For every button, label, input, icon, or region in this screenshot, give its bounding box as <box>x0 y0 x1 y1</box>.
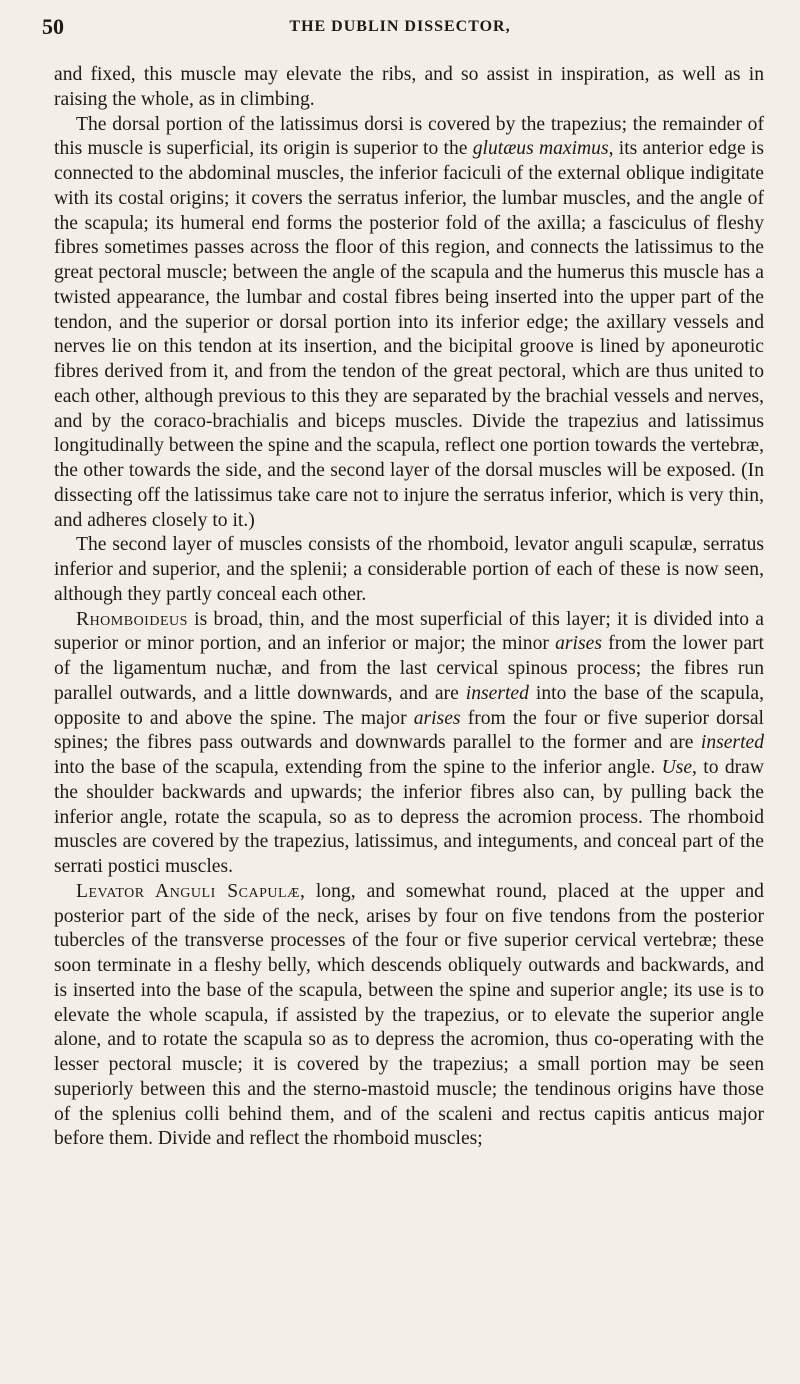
text-run: from the lower part of the ligamentum nuchæ, and from the last cervical spinous process; the fibres run parallel outwards, and a little downwards, and are <box>54 633 764 704</box>
text-run: , to draw the shoulder backwards and upwards; the inferior fibres also can, by pulling back the inferior angle, rotate the scapula, so as to depress the acromion process. The rhomboid muscles are covered by the trapezius, latissimus, and integuments, and conceal part of the serrati postici muscles. <box>54 757 764 877</box>
italic-term: inserted <box>465 682 529 704</box>
paragraph <box>54 63 764 113</box>
body-text <box>54 63 764 1152</box>
paragraph <box>54 113 764 534</box>
paragraph <box>54 608 764 880</box>
text-run: , its anterior edge is connected to the abdominal muscles, the inferior faciculi of the external oblique indigitate with its costal origins; it covers the serratus inferior, the lumbar muscles, and the angle of the scapula; its humeral end forms the posterior fold of the axilla; a fasciculus of fleshy fibres sometimes passes across the floor of this region, and connects the latissimus to the great pectoral muscle; between the angle of the scapula and the humerus this muscle has a twisted appearance, the lumbar and costal fibres being inserted into the upper part of the tendon, and the superior or dorsal portion into its inferior edge; the axillary vessels and nerves lie on this tendon at its insertion, and the bicipital groove is lined by aponeurotic fibres derived from it, and from the tendon of the great pectoral, which are thus united to each other, although previous to this they are separated by the brachial vessels and nerves, and by the coraco-brachialis and biceps muscles. Divide the trapezius and latissimus longitudinally between the spine and the scapula, reflect one portion towards the vertebræ, the other towards the side, and the second layer of the dorsal muscles will be exposed. (In dissecting off the latissimus take care not to injure the serratus inferior, which is very thin, and adheres closely to it.) <box>54 138 764 531</box>
paragraph <box>54 533 764 607</box>
paragraph <box>54 880 764 1152</box>
text-run: into the base of the scapula, extending from the spine to the inferior angle. <box>54 757 662 778</box>
italic-term: glutæus maximus <box>472 138 609 160</box>
text-run: and fixed, this muscle may elevate the ribs, and so assist in inspiration, as well as in raising the whole, as in climbing. <box>54 64 764 110</box>
text-run: , long, and somewhat round, placed at the upper and posterior part of the side of the neck, arises by four on five tendons from the posterior tubercles of the transverse processes of the four or five superior cervical vertebræ; these soon terminate in a fleshy belly, which descends obliquely outwards and backwards, and is inserted into the base of the scapula, between the spine and superior angle; its use is to elevate the whole scapula, if assisted by the trapezius, or to elevate the superior angle alone, and to rotate the scapula so as to depress the acromion, thus co-operating with the lesser pectoral muscle; it is covered by the trapezius; a small portion may be seen superiorly between this and the sterno-mastoid muscle; the tendinous origins have those of the splenius colli behind them, and of the scaleni and rectus capitis anticus major before them. Divide and reflect the rhomboid muscles; <box>54 880 764 1150</box>
text-run: The second layer of muscles consists of the rhomboid, levator anguli scapulæ, serratus inferior and superior, and the splenii; a considerable portion of each of these is now seen, although they partly conceal each other. <box>54 534 764 605</box>
italic-term: arises <box>555 633 602 655</box>
page-number: 50 <box>42 14 64 39</box>
italic-term: Use <box>661 757 693 778</box>
text-run: from the four or five superior dorsal spines; the fibres pass outwards and downwards parallel to the former and are <box>54 707 764 754</box>
text-run: The dorsal portion of the latissimus dorsi is covered by the trapezius; the remainder of this muscle is superficial, its origin is superior to the <box>54 113 764 160</box>
italic-term: arises <box>413 707 461 729</box>
section-heading-term: Rhomboideus <box>76 608 188 630</box>
page-header <box>42 10 758 46</box>
italic-term: inserted <box>700 732 764 754</box>
text-run: into the base of the scapula, opposite to and above the spine. The major <box>54 682 764 729</box>
running-head: THE DUBLIN DISSECTOR, <box>289 18 511 35</box>
text-run: is broad, thin, and the most superficial of this layer; it is divided into a superior or minor portion, and an inferior or major; the minor <box>54 608 764 655</box>
section-heading-term: Levator Anguli Scapulæ <box>76 880 300 902</box>
